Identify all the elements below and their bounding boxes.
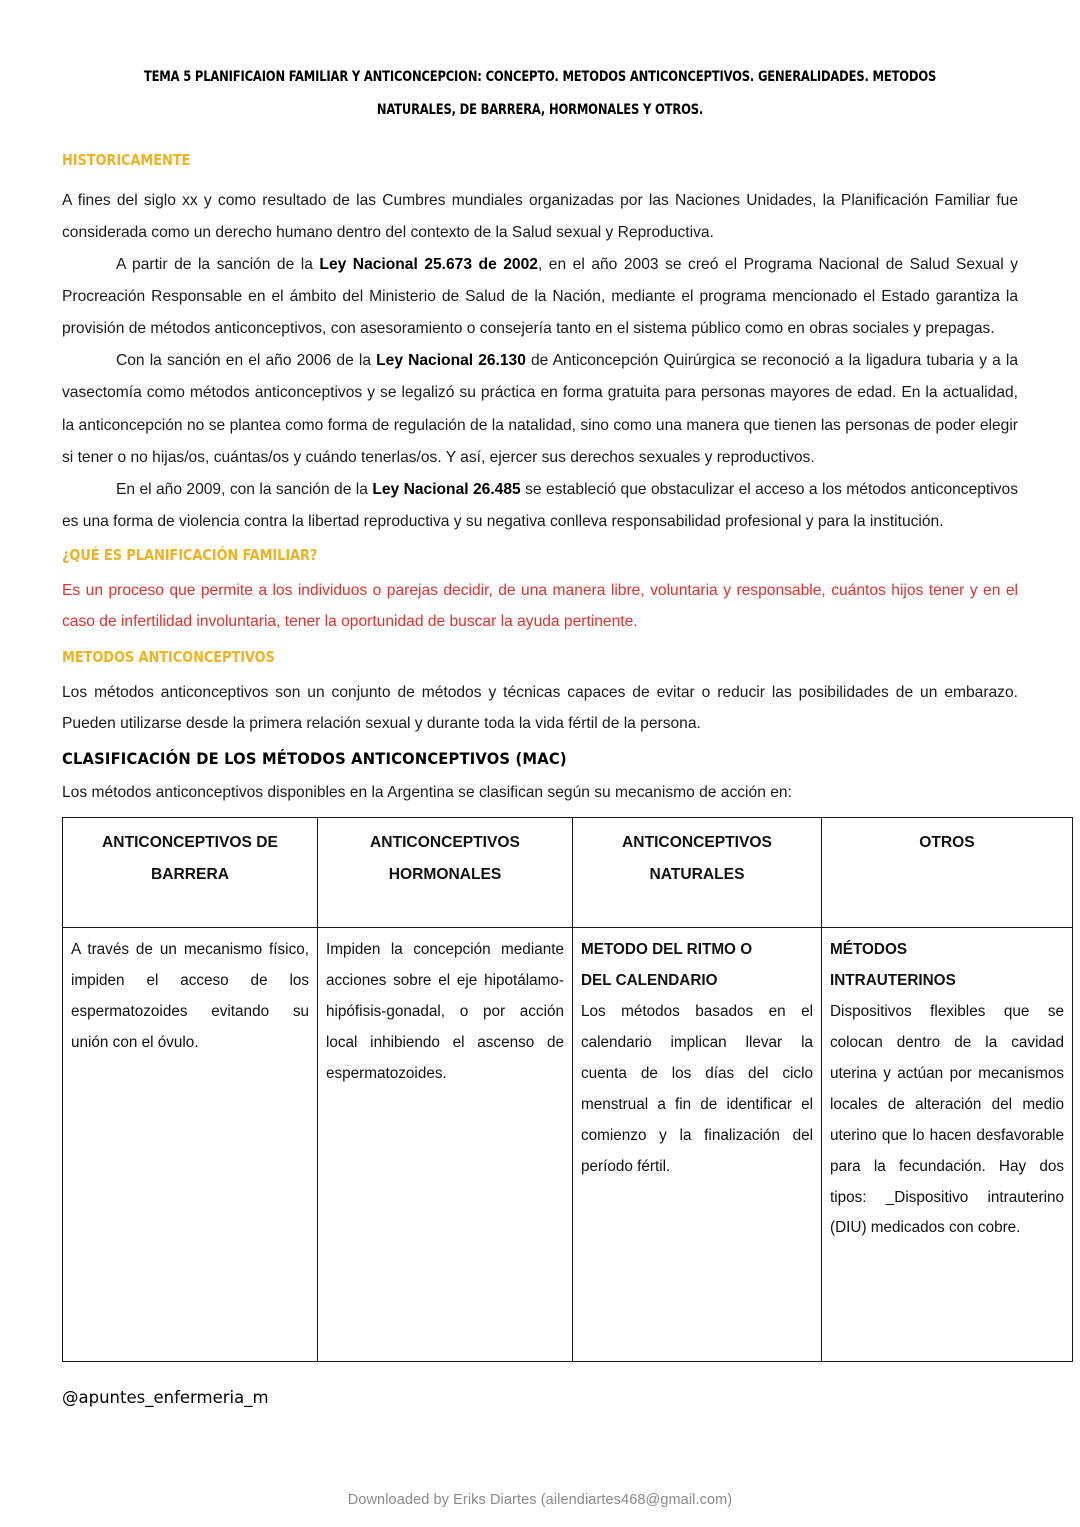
paragraph-historicamente-3 (62, 345, 1018, 473)
paragraph-3-part-b: de Anticoncepción Quirúrgica se reconoció a la ligadura tubaria y a la vasectomía como métodos anticonceptivos y se legalizó su práctica en forma gratuita para personas mayores de edad. En la actualidad, la anticoncepción no se plantea como forma de regulación de la natalidad, sino como una manera que tienen las personas de poder elegir si tener o no hijas/os, cuántas/os y cuándo tenerlas/os. Y así, ejercer sus derechos sexuales y reproductivos. (62, 352, 1019, 466)
paragraph-4-part-b: se estableció que obstaculizar el acceso a los métodos anticonceptivos es una forma de violencia contra la libertad reproductiva y su negativa conlleva responsabilidad profesional y para la institución. (62, 480, 1018, 530)
spacer (62, 127, 1018, 149)
paragraph-3-part-a: Con la sanción en el año 2006 de la (116, 352, 377, 370)
paragraph-historicamente-4 (62, 474, 1018, 538)
spacer (62, 669, 1018, 677)
cell-naturales-subheading-line-2: DEL CALENDARIO (581, 972, 718, 990)
cell-hormonales-text: Impiden la concepción mediante acciones sobre el eje hipotálamo-hipófisis-gonadal, o por acción local inhibiendo el ascenso de espermatozoides. (326, 941, 564, 1082)
cell-naturales-subheading (581, 935, 813, 997)
header-naturales-line-1: ANTICONCEPTIVOS (622, 834, 772, 852)
spacer (62, 172, 1018, 185)
law-26485-bold: Ley Nacional 26.485 (372, 480, 521, 498)
paragraph-2-part-a: A partir de la sanción de la (116, 256, 320, 273)
cell-barrera-text: A través de un mecanismo físico, impiden el acceso de los espermatozoides evitando su unión con el óvulo. (71, 941, 309, 1052)
paragraph-clasificacion-mac: Los métodos anticonceptivos disponibles en la Argentina se clasifican según su mecanismo de acción en: (62, 784, 792, 802)
header-naturales-line-2: NATURALES (649, 865, 745, 883)
heading-clasificacion-mac: CLASIFICACIÓN DE LOS MÉTODOS ANTICONCEPTIVOS (MAC) (62, 749, 567, 769)
paragraph-historicamente-2 (62, 249, 1018, 345)
paragraph-metodos-anticonceptivos: Los métodos anticonceptivos son un conjunto de métodos y técnicas capaces de evitar o reducir las posibilidades de un embarazo. Pueden utilizarse desde la primera relación sexual y durante toda la vida fértil de la persona. (62, 683, 1018, 733)
law-25673-bold: Ley Nacional 25.673 de 2002 (319, 256, 538, 273)
social-handle: @apuntes_enfermeria_m (62, 1388, 269, 1408)
heading-que-es-planificacion-familiar: ¿QUÉ ES PLANIFICACIÓN FAMILIAR? (62, 545, 318, 564)
paragraph-2-part-b: , en el año 2003 se creó el Programa Nacional de Salud Sexual y Procreación Responsable en el ámbito del Ministerio de Salud de la Nación, mediante el programa mencionado el Estado garantiza la provisión de métodos anticonceptivos, con asesoramiento o consejería tanto en el sistema público como en obras sociales y prepagas. (62, 256, 1019, 338)
cell-otros-text: Dispositivos flexibles que se colocan dentro de la cavidad uterina y actúan por mecanismos locales de alteración del medio uterino que lo hacen desfavorable para la fecundación. Hay dos tipos: (830, 1003, 1064, 1206)
header-barrera-line-2: BARRERA (151, 865, 229, 883)
cell-naturales-subheading-line-1: METODO DEL RITMO O (581, 941, 753, 959)
table-cell-naturales (573, 928, 822, 1362)
table-header-row (63, 818, 1073, 928)
heading-metodos-anticonceptivos: METODOS ANTICONCEPTIVOS (62, 647, 275, 666)
table-cell-barrera (63, 928, 318, 1362)
header-otros-line-1: OTROS (919, 834, 975, 852)
paragraph-que-es-planificacion-familiar: Es un proceso que permite a los individuos o parejas decidir, de una manera libre, voluntaria y responsable, cuántos hijos tener y en el caso de infertilidad involuntaria, tener la oportunidad de buscar la ayuda pertinente. (62, 582, 1018, 631)
table-header-otros (822, 818, 1073, 928)
cell-otros-text-2: _Dispositivo intrauterino (DIU) medicados con cobre. (830, 1188, 1064, 1237)
spacer (62, 638, 1018, 646)
table-header-barrera (63, 818, 318, 928)
header-hormonales-line-2: HORMONALES (388, 865, 502, 883)
page-title (119, 0, 960, 127)
header-hormonales-line-1: ANTICONCEPTIVOS (370, 834, 520, 852)
cell-otros-subheading-line-1: MÉTODOS (830, 941, 908, 959)
paragraph-historicamente-1: A fines del siglo xx y como resultado de las Cumbres mundiales organizadas por las Naciones Unidades, la Planificación Familiar fue considerada como un derecho humano dentro del contexto de la Salud sexual y Reproductiva. (62, 191, 1018, 241)
download-attribution: Downloaded by Eriks Diartes (ailendiartes468@gmail.com) (347, 1492, 733, 1508)
page-title-line-2: NATURALES, DE BARRERA, HORMONALES Y OTROS. (376, 101, 704, 119)
spacer (62, 567, 1018, 575)
cell-naturales-text: Los métodos basados en el calendario implican llevar la cuenta de los días del ciclo menstrual a fin de identificar el comienzo y la finalización del período fértil. (581, 1003, 813, 1175)
paragraph-4-part-a: En el año 2009, con la sanción de la (116, 480, 373, 498)
heading-historicamente: HISTORICAMENTE (62, 150, 191, 169)
spacer (62, 739, 1018, 747)
table-cell-otros (822, 928, 1073, 1362)
table-header-hormonales (318, 818, 573, 928)
table-row (63, 928, 1073, 1362)
mac-classification-table (62, 817, 1073, 1362)
page-title-line-1: TEMA 5 PLANIFICAION FAMILIAR Y ANTICONCEPCION: CONCEPTO. METODOS ANTICONCEPTIVOS. GENERALIDADES. METODOS (143, 68, 937, 85)
cell-otros-subheading-line-2: INTRAUTERINOS (830, 972, 956, 990)
table-header-naturales (573, 818, 822, 928)
table-cell-hormonales (318, 928, 573, 1362)
header-barrera-line-1: ANTICONCEPTIVOS DE (102, 834, 278, 852)
cell-otros-subheading (830, 935, 1064, 997)
law-26130-bold: Ley Nacional 26.130 (376, 352, 526, 370)
